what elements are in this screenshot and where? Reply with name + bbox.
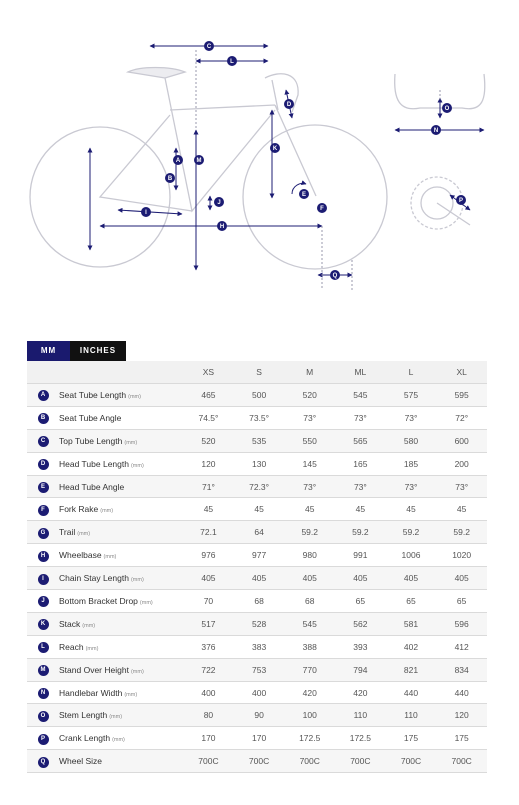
row-label: Stem Length [59,710,108,721]
row-value: 65 [335,590,386,613]
row-badge-cell [27,406,59,429]
svg-text:A: A [175,158,181,165]
row-value: 73° [335,475,386,498]
row-value: 200 [436,452,487,475]
svg-text:O: O [444,106,450,113]
table-row [27,704,487,727]
row-label: Head Tube Length [59,458,129,469]
diagram-badge-i [141,207,151,217]
size-header-s: S [234,361,285,384]
row-unit: (mm) [130,668,144,675]
row-value: 59.2 [436,521,487,544]
row-badge-cell [27,658,59,681]
row-value: 45 [284,498,335,521]
dimension-badge: I [38,574,49,585]
diagram-badge-l [227,56,237,66]
row-label: Head Tube Angle [59,481,125,492]
diagram-badge-b [165,173,175,183]
row-value: 405 [183,567,234,590]
row-value: 440 [436,681,487,704]
dimension-badge: G [38,528,49,539]
row-unit: (mm) [100,508,114,515]
table-row [27,590,487,613]
diagram-badge-c [204,41,214,51]
row-value: 45 [335,498,386,521]
row-label: Chain Stay Length [59,573,129,584]
row-value: 383 [234,635,285,658]
row-value: 980 [284,544,335,567]
row-value: 59.2 [335,521,386,544]
row-label-cell [59,612,183,635]
svg-text:N: N [433,128,439,135]
row-value: 700C [234,750,285,773]
row-value: 465 [183,384,234,407]
row-value: 73° [386,475,437,498]
dimension-badge: M [38,665,49,676]
diagram-badge-d [284,99,294,109]
row-label-cell [59,635,183,658]
dimension-badge: B [38,413,49,424]
row-value: 405 [234,567,285,590]
row-value: 73° [335,406,386,429]
guide-lines [196,50,440,290]
svg-text:I: I [145,210,147,217]
row-label-cell [59,429,183,452]
row-value: 45 [386,498,437,521]
row-label-cell [59,521,183,544]
row-value: 72.3° [234,475,285,498]
row-value: 700C [335,750,386,773]
dimension-badge: Q [38,757,49,768]
row-badge-cell [27,384,59,407]
row-value: 59.2 [386,521,437,544]
header-blank-label [59,361,183,384]
dimension-badge: P [38,734,49,745]
svg-text:D: D [286,102,292,109]
row-badge-cell [27,498,59,521]
row-value: 794 [335,658,386,681]
svg-text:C: C [206,44,212,51]
row-badge-cell [27,681,59,704]
row-value: 700C [284,750,335,773]
row-value: 821 [386,658,437,681]
row-label: Stack [59,618,81,629]
row-value: 528 [234,612,285,635]
row-value: 73° [386,406,437,429]
table-row [27,681,487,704]
row-value: 753 [234,658,285,681]
row-unit: (mm) [124,691,138,698]
row-value: 517 [183,612,234,635]
row-value: 412 [436,635,487,658]
row-badge-cell [27,429,59,452]
row-label: Top Tube Length [59,435,123,446]
row-label: Seat Tube Angle [59,412,122,423]
row-unit: (mm) [85,645,99,652]
row-label-cell [59,567,183,590]
row-value: 100 [284,704,335,727]
row-label-cell [59,750,183,773]
row-unit: (mm) [139,599,153,606]
row-value: 73° [284,406,335,429]
row-value: 72.1 [183,521,234,544]
header-blank [27,361,59,384]
row-label-cell [59,475,183,498]
diagram-badge-q [330,270,340,280]
row-label: Reach [59,641,84,652]
diagram-badge-e [299,189,309,199]
row-unit: (mm) [103,554,117,561]
row-label-cell [59,590,183,613]
svg-text:B: B [167,176,173,183]
unit-toggle [27,341,126,361]
row-value: 1006 [386,544,437,567]
svg-text:H: H [219,224,225,231]
row-value: 73° [436,475,487,498]
row-unit: (mm) [112,737,125,744]
row-value: 165 [335,452,386,475]
row-label: Seat Tube Length [59,389,127,400]
dimension-badge: H [38,551,49,562]
row-value: 59.2 [284,521,335,544]
row-value: 70 [183,590,234,613]
row-label: Stand Over Height [59,664,129,675]
row-value: 500 [234,384,285,407]
table-row [27,498,487,521]
row-value: 700C [436,750,487,773]
row-value: 595 [436,384,487,407]
dimension-badge: J [38,596,49,607]
row-value: 600 [436,429,487,452]
diagram-badge-a [173,155,183,165]
dimension-badge: E [38,482,49,493]
row-value: 405 [335,567,386,590]
row-value: 405 [386,567,437,590]
table-row [27,429,487,452]
row-value: 400 [183,681,234,704]
row-value: 400 [234,681,285,704]
table-row [27,567,487,590]
table-row [27,521,487,544]
row-label-cell [59,704,183,727]
dimension-badge: O [38,711,49,722]
table-header-row [27,361,487,384]
row-label-cell [59,544,183,567]
row-value: 175 [386,727,437,750]
row-value: 65 [386,590,437,613]
row-value: 170 [234,727,285,750]
dimension-lines [90,46,484,275]
dimension-badge: D [38,459,49,470]
row-value: 700C [386,750,437,773]
table-row [27,750,487,773]
row-value: 74.5° [183,406,234,429]
dimension-badge: K [38,619,49,630]
row-value: 68 [234,590,285,613]
geometry-diagram [0,0,519,300]
svg-text:M: M [196,158,202,165]
svg-text:Q: Q [332,273,338,280]
table-row [27,727,487,750]
dimension-badge: L [38,642,49,653]
row-value: 545 [284,612,335,635]
row-badge-cell [27,704,59,727]
row-label: Bottom Bracket Drop [59,595,138,606]
size-header-ml: ML [335,361,386,384]
row-value: 545 [335,384,386,407]
table-row [27,612,487,635]
row-value: 172.5 [284,727,335,750]
row-value: 110 [386,704,437,727]
row-value: 520 [183,429,234,452]
row-value: 581 [386,612,437,635]
row-value: 722 [183,658,234,681]
row-value: 80 [183,704,234,727]
row-value: 45 [234,498,285,521]
row-value: 71° [183,475,234,498]
row-label: Wheel Size [59,756,103,767]
row-value: 72° [436,406,487,429]
row-value: 700C [183,750,234,773]
table-row [27,475,487,498]
row-value: 440 [386,681,437,704]
row-value: 68 [284,590,335,613]
row-value: 562 [335,612,386,635]
unit-inches-button[interactable]: INCHES [70,341,126,361]
row-label-cell [59,681,183,704]
row-unit: (mm) [124,439,138,446]
row-unit: (mm) [109,714,123,721]
table-row [27,384,487,407]
row-value: 596 [436,612,487,635]
row-value: 770 [284,658,335,681]
row-value: 120 [436,704,487,727]
row-badge-cell [27,635,59,658]
row-label: Handlebar Width [59,687,123,698]
row-value: 405 [436,567,487,590]
diagram-badge-o [442,103,452,113]
svg-text:E: E [301,192,307,199]
svg-text:K: K [272,146,278,153]
dimension-badge: A [38,390,49,401]
row-unit: (mm) [128,393,141,400]
row-badge-cell [27,750,59,773]
diagram-badge-n [431,125,441,135]
row-value: 170 [183,727,234,750]
row-badge-cell [27,452,59,475]
row-badge-cell [27,544,59,567]
dimension-badge: N [38,688,49,699]
row-badge-cell [27,727,59,750]
row-value: 535 [234,429,285,452]
row-value: 405 [284,567,335,590]
row-value: 520 [284,384,335,407]
row-value: 120 [183,452,234,475]
row-value: 575 [386,384,437,407]
row-value: 172.5 [335,727,386,750]
svg-text:L: L [230,59,234,66]
row-value: 991 [335,544,386,567]
table-row [27,658,487,681]
row-value: 565 [335,429,386,452]
row-value: 90 [234,704,285,727]
row-label-cell [59,406,183,429]
dimension-badge: F [38,505,49,516]
row-value: 130 [234,452,285,475]
size-header-l: L [386,361,437,384]
row-badge-cell [27,590,59,613]
bike-outline [30,68,387,270]
row-value: 64 [234,521,285,544]
row-badge-cell [27,475,59,498]
unit-mm-button[interactable]: MM [27,341,70,361]
table-row [27,635,487,658]
row-badge-cell [27,521,59,544]
row-label-cell [59,658,183,681]
row-label: Trail [59,527,76,538]
row-badge-cell [27,612,59,635]
row-value: 977 [234,544,285,567]
row-value: 420 [335,681,386,704]
row-value: 402 [386,635,437,658]
row-label: Wheelbase [59,550,102,561]
row-label: Crank Length [59,733,111,744]
row-unit: (mm) [82,622,96,629]
row-value: 420 [284,681,335,704]
row-value: 376 [183,635,234,658]
row-value: 580 [386,429,437,452]
diagram-badge-f [317,203,327,213]
row-value: 45 [183,498,234,521]
row-badge-cell [27,567,59,590]
dimension-badge: C [38,436,49,447]
row-value: 110 [335,704,386,727]
row-value: 45 [436,498,487,521]
row-unit: (mm) [130,577,144,584]
svg-text:P: P [458,198,464,205]
row-value: 175 [436,727,487,750]
dimension-badges [141,41,466,280]
table-row [27,544,487,567]
row-value: 393 [335,635,386,658]
row-value: 73° [284,475,335,498]
geometry-table [27,361,487,773]
diagram-badge-k [270,143,280,153]
row-unit: (mm) [130,462,144,469]
size-header-xs: XS [183,361,234,384]
row-value: 73.5° [234,406,285,429]
diagram-badge-j [214,197,224,207]
diagram-badge-p [456,195,466,205]
table-row [27,452,487,475]
row-label-cell [59,384,183,407]
row-value: 388 [284,635,335,658]
svg-text:J: J [217,200,221,207]
row-label-cell [59,452,183,475]
row-value: 976 [183,544,234,567]
row-value: 65 [436,590,487,613]
row-label-cell [59,498,183,521]
row-unit: (mm) [77,531,91,538]
table-row [27,406,487,429]
row-value: 1020 [436,544,487,567]
row-label: Fork Rake [59,504,99,515]
row-value: 185 [386,452,437,475]
row-label-cell [59,727,183,750]
diagram-badge-h [217,221,227,231]
svg-text:F: F [320,206,324,213]
size-header-xl: XL [436,361,487,384]
row-value: 550 [284,429,335,452]
row-value: 834 [436,658,487,681]
row-value: 145 [284,452,335,475]
diagram-badge-m [194,155,204,165]
size-header-m: M [284,361,335,384]
